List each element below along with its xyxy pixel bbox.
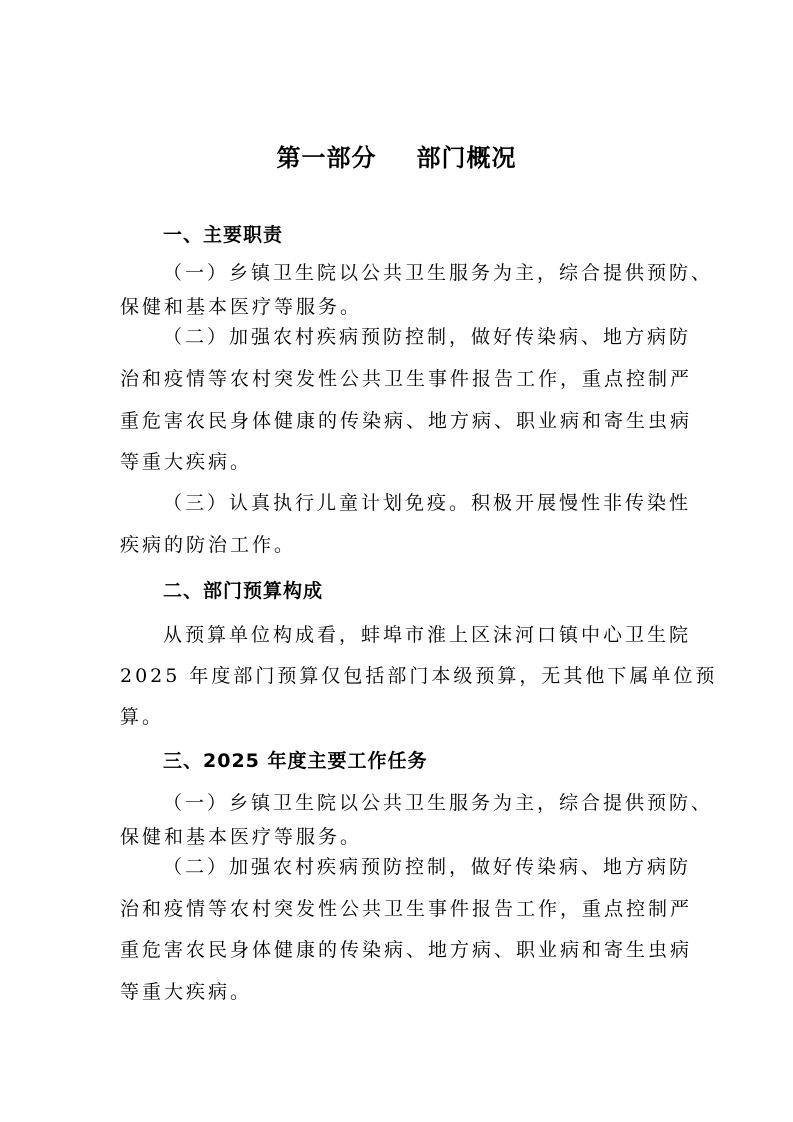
paragraph-line: 2025 年度部门预算仅包括部门本级预算，无其他下属单位预 (120, 665, 718, 687)
paragraph-line: 治和疫情等农村突发性公共卫生事件报告工作，重点控制严 (120, 898, 693, 920)
paragraph-line: 等重大疾病。 (120, 451, 253, 473)
paragraph-line: 重危害农民身体健康的传染病、地方病、职业病和寄生虫病 (120, 410, 693, 432)
paragraph-line: （一）乡镇卫生院以公共卫生服务为主，综合提供预防、 (163, 262, 714, 284)
paragraph-line: （三）认真执行儿童计划免疫。积极开展慢性非传染性 (163, 492, 692, 514)
title-name: 部门概况 (416, 144, 517, 172)
paragraph-line: 算。 (120, 706, 165, 728)
paragraph-line: 从预算单位构成看，蚌埠市淮上区沫河口镇中心卫生院 (163, 624, 692, 646)
paragraph-line: 保健和基本医疗等服务。 (120, 296, 363, 318)
paragraph-line: 疾病的防治工作。 (120, 534, 297, 556)
paragraph-line: 等重大疾病。 (120, 981, 253, 1003)
paragraph-line: （一）乡镇卫生院以公共卫生服务为主，综合提供预防、 (163, 792, 714, 814)
paragraph-line: 保健和基本医疗等服务。 (120, 826, 363, 848)
section-heading: 一、主要职责 (163, 224, 284, 246)
section-heading: 二、部门预算构成 (163, 580, 324, 602)
paragraph-line: （二）加强农村疾病预防控制，做好传染病、地方病防 (163, 856, 692, 878)
section-heading: 三、2025 年度主要工作任务 (163, 750, 428, 772)
paragraph-line: 重危害农民身体健康的传染病、地方病、职业病和寄生虫病 (120, 939, 693, 961)
paragraph-line: （二）加强农村疾病预防控制，做好传染病、地方病防 (163, 326, 692, 348)
page-title (0, 138, 793, 173)
title-part: 第一部分 (276, 144, 377, 172)
paragraph-line: 治和疫情等农村突发性公共卫生事件报告工作，重点控制严 (120, 368, 693, 390)
